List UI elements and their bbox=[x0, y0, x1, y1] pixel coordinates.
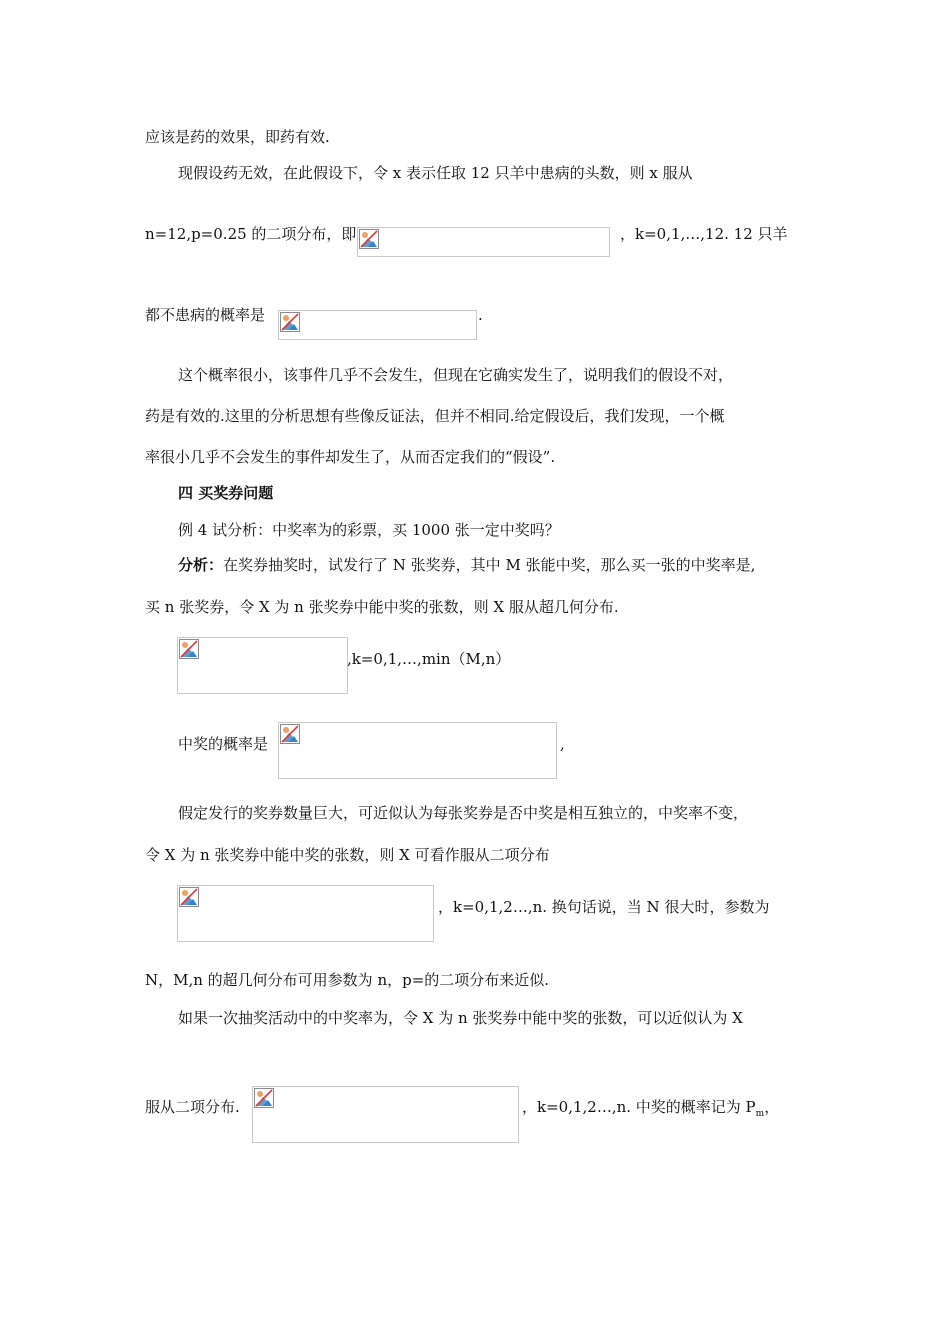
text-line-14: 令 X 为 n 张奖券中能中奖的张数，则 X 可看作服从二项分布 bbox=[145, 846, 550, 864]
text-line-13: 假定发行的奖券数量巨大，可近似认为每张奖券是否中奖是相互独立的，中奖率不变， bbox=[178, 804, 749, 822]
text-line-18a: 服从二项分布. bbox=[145, 1098, 240, 1116]
text-line-11: ,k=0,1,…,min（M,n） bbox=[347, 650, 511, 668]
broken-image-icon bbox=[179, 887, 199, 907]
text-line-2: 现假设药无效，在此假设下，令 x 表示任取 12 只羊中患病的头数，则 x 服从 bbox=[178, 164, 693, 182]
text-line-12b: , bbox=[560, 735, 565, 753]
formula-image bbox=[278, 722, 557, 779]
text-line-3b: ，k=0,1,…,12. 12 只羊 bbox=[620, 225, 788, 243]
text-line-6: 药是有效的.这里的分析思想有些像反证法，但并不相同.给定假设后，我们发现，一个概 bbox=[145, 407, 725, 425]
text-line-5: 这个概率很小，该事件几乎不会发生，但现在它确实发生了，说明我们的假设不对， bbox=[178, 366, 734, 384]
text-line-3a: n=12,p=0.25 的二项分布，即 bbox=[145, 225, 357, 243]
text-line-17: 如果一次抽奖活动中的中奖率为，令 X 为 n 张奖券中能中奖的张数，可以近似认为 X bbox=[178, 1009, 743, 1027]
formula-image bbox=[357, 227, 610, 257]
text-line-18b bbox=[522, 1097, 779, 1124]
analysis-text: 在奖券抽奖时，试发行了 N 张奖券，其中 M 张能中奖，那么买一张的中奖率是, bbox=[223, 556, 756, 574]
formula-image bbox=[278, 310, 477, 340]
broken-image-icon bbox=[179, 639, 199, 659]
text-line-8: 例 4 试分析：中奖率为的彩票，买 1000 张一定中奖吗？ bbox=[178, 521, 560, 539]
text-line-4b: . bbox=[478, 306, 483, 324]
formula-image bbox=[177, 885, 434, 942]
line-18-end: ， bbox=[764, 1098, 780, 1116]
broken-image-icon bbox=[359, 229, 379, 249]
analysis-label: 分析： bbox=[178, 556, 224, 574]
broken-image-icon bbox=[254, 1088, 274, 1108]
text-line-10: 买 n 张奖券，令 X 为 n 张奖券中能中奖的张数，则 X 服从超几何分布. bbox=[145, 598, 619, 616]
broken-image-icon bbox=[280, 724, 300, 744]
text-line-7: 率很小几乎不会发生的事件却发生了，从而否定我们的“假设”. bbox=[145, 448, 556, 466]
text-line-15: ，k=0,1,2…,n. 换句话说，当 N 很大时，参数为 bbox=[438, 898, 770, 916]
broken-image-icon bbox=[280, 312, 300, 332]
formula-image bbox=[177, 637, 348, 694]
line-18-subscript: m bbox=[755, 1109, 765, 1119]
text-line-16: N，M,n 的超几何分布可用参数为 n，p=的二项分布来近似. bbox=[145, 971, 550, 989]
text-line-1: 应该是药的效果，即药有效. bbox=[145, 128, 330, 146]
text-line-4a: 都不患病的概率是 bbox=[145, 306, 266, 324]
section-heading: 四 买奖券问题 bbox=[178, 484, 274, 502]
formula-image bbox=[252, 1086, 519, 1143]
text-line-12a: 中奖的概率是 bbox=[178, 735, 269, 753]
line-18-text: ，k=0,1,2…,n. 中奖的概率记为 P bbox=[522, 1098, 756, 1116]
text-line-9 bbox=[178, 555, 755, 575]
